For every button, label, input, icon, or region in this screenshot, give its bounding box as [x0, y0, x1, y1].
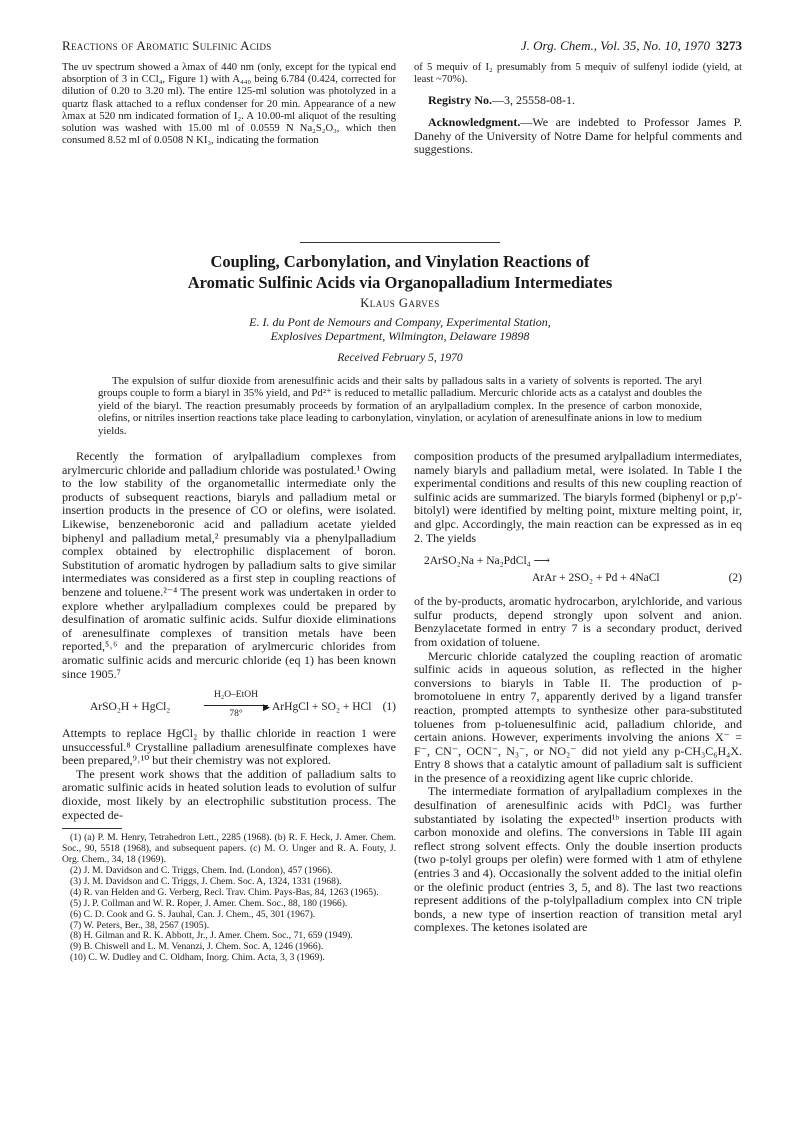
footnote: (2) J. M. Davidson and C. Triggs, Chem. Ind. (London), 457 (1966). — [70, 864, 333, 876]
equation-1 — [62, 689, 396, 719]
footnote: (5) J. P. Collman and W. R. Roper, J. Amer. Chem. Soc., 88, 180 (1966). — [70, 897, 348, 909]
footnote: (4) R. van Helden and G. Verberg, Recl. Trav. Chim. Pays-Bas, 84, 1263 (1965). — [70, 886, 379, 898]
eq1-reactants: ArSO₂H + HgCl₂ — [90, 701, 171, 714]
footnote: (8) H. Gilman and R. K. Abbott, Jr., J. Amer. Chem. Soc., 71, 659 (1949). — [70, 930, 353, 942]
acknowledgment-text: —We are indebted to Professor James P. Danehy of the University of Notre Dame for helpful comments and suggestions. — [414, 115, 742, 157]
registry-text: —3, 25558-08-1. — [491, 93, 575, 108]
title-line-1: Coupling, Carbonylation, and Vinylation Reactions of — [210, 252, 590, 271]
running-head — [62, 38, 742, 54]
footnote: (10) C. W. Dudley and C. Oldham, Inorg. Chim. Acta, 3, 3 (1969). — [70, 952, 325, 964]
affiliation — [60, 315, 740, 343]
acknowledgment-label: Acknowledgment. — [428, 115, 521, 129]
equation-2 — [414, 553, 742, 587]
footnote: (6) C. D. Cook and G. S. Jauhal, Can. J. Chem., 45, 301 (1967). — [70, 908, 316, 920]
body-left-column — [62, 450, 396, 964]
intro-paragraph-2: Attempts to replace HgCl₂ by thallic chloride in reaction 1 were unsuccessful.⁸ Crystalline palladium arenesulfinate complexes have been prepared,⁹˒¹⁰ but their chemistry was not explored. — [62, 726, 396, 768]
carryover-paragraph: The uv spectrum showed a λmax of 440 nm (only, except for the typical end absorption of 3 in CCl₄, Figure 1) with A₄₄₀ being 6.784 (0.424, corrected for dilution of 0.20 to 3.20 ml). The entire 125-ml solution was photolyzed in a quartz flask attached to a reflux condenser for 20 min. Appearance of a new λmax at 520 nm indicated formation of I₂. A 10.00-ml aliquot of the resulting solution was washed with 15.00 ml of 0.0559 N Na₂S₂O₃, which then consumed 8.52 ml of 0.0508 N KI₃, indicating the formation — [62, 62, 396, 147]
eq1-temperature: 78° — [229, 709, 243, 720]
results-paragraph-2: of the by-products, aromatic hydrocarbon, arylchloride, and various sulfur products, depend strongly upon solvent and anion. Benzylacetate formed in entry 7 is a secondary product, derived from oxidation of toluene. — [414, 594, 742, 649]
footnote: (3) J. M. Davidson and C. Triggs, J. Chem. Soc. A, 1324, 1331 (1968). — [70, 875, 342, 887]
registry-paragraph — [414, 94, 742, 108]
journal-citation: J. Org. Chem., Vol. 35, No. 10, 1970 — [520, 38, 710, 53]
article-title — [60, 251, 740, 293]
results-paragraph-1: composition products of the presumed arylpalladium intermediates, namely biaryls and palladium metal, were isolated. In Table I the experimental conditions and results of this new coupling reaction of sulfinic acids are summarized. The biaryls formed (biphenyl or p,p′-bitolyl) were identified by melting point, mixture melting point, ir, and glpc. Accordingly, the main reaction can be expressed as in eq 2. The yields — [414, 449, 742, 545]
carryover-left-column — [62, 62, 396, 147]
eq1-arrow — [204, 705, 268, 706]
eq2-reactants: 2ArSO₂Na + Na₂PdCl₄ ⟶ — [424, 555, 551, 568]
affiliation-line-2: Explosives Department, Wilmington, Delaware 19898 — [270, 329, 530, 343]
results-paragraph-3: Mercuric chloride catalyzed the coupling reaction of aromatic sulfinic acids in aqueous solution, as reflected in the higher conversions to biaryls in Table II. The production of p-bromotoluene in entry 7, apparently derived by a ligand transfer reaction, prompted attempts to synthesize other para-substituted toluenes from p-toluenesulfinic acid, palladium chloride, and certain anions. However, experiments involving the anions X⁻ = F⁻, CN⁻, OCN⁻, N₃⁻, or NO₂⁻ did not yield any p-CH₃C₆H₄X. Entry 8 shows that a catalytic amount of palladium salt is sufficient in the presence of a reoxidizing agent like cupric chloride. — [414, 648, 742, 785]
section-divider — [300, 242, 500, 243]
footnotes — [62, 833, 396, 964]
eq1-conditions: H₂O–EtOH — [214, 690, 258, 701]
eq2-products: ArAr + 2SO₂ + Pd + 4NaCl — [532, 572, 660, 585]
intro-paragraph-3: The present work shows that the addition of palladium salts to aromatic sulfinic acids in heated solution leads to evolution of sulfur dioxide, most likely by an electrophilic substitution process. The expected de- — [62, 766, 396, 822]
abstract: The expulsion of sulfur dioxide from arenesulfinic acids and their salts by palladous salts in a variety of solvents is reported. The aryl groups couple to form a biaryl in 35% yield, and Pd²⁺ is reduced to metallic palladium. Mercuric chloride acts as a catalyst and doubles the yield of the biaryl. The reaction presumably proceeds by formation of an arylpalladium complex. In the presence of carbon monoxide, olefins, or nitriles insertion reactions take place leading to carbonylation, vinylation, or acylation of arenesulfinate anions in low to medium yields. — [98, 375, 702, 437]
carryover-paragraph-right: of 5 mequiv of I₂ presumably from 5 mequiv of sulfenyl iodide (yield, at least ~70%). — [414, 62, 742, 86]
intro-paragraph-1: Recently the formation of arylpalladium complexes from arylmercuric chloride and palladium chloride was postulated.¹ Owing to the low stability of the organometallic intermediate only the products of subsequent reactions, biaryls and palladium metal or insertion products in the presence of CO or olefins, were isolated. Likewise, benzeneboronic acid and palladium acetate yielded biphenyl and palladium metal,² presumably via a phenylpalladium complex obtained by electrophilic displacement of boron. Substitution of aromatic hydrogen by palladium salts to give similar intermediates was considered as a first step in coupling reactions of benzene and toluene.²⁻⁴ The present work was undertaken in order to explore whether arylpalladium complexes could be prepared by desulfination of aromatic sulfinic acids. Sulfur dioxide eliminations of arenesulfinate complexes of transition metals have been reported,⁵˒⁶ and the preparation of arylmercuric chlorides from aromatic sulfinic acids and mercuric chloride (eq 1) has been known since 1905.⁷ — [62, 449, 396, 681]
eq1-products: ArHgCl + SO₂ + HCl — [272, 701, 372, 714]
page-number: 3273 — [716, 38, 742, 53]
body-right-column — [414, 450, 742, 935]
footnote: (1) (a) P. M. Henry, Tetrahedron Lett., 2285 (1968). (b) R. F. Heck, J. Amer. Chem. Soc., 90, 5518 (1968), and subsequent papers. (c) M. O. Unger and R. A. Fouty, J. Org. Chem., 34, 18 (1969). — [62, 832, 396, 866]
carryover-right-column — [414, 62, 742, 157]
registry-label: Registry No. — [428, 93, 492, 108]
acknowledgment-paragraph — [414, 116, 742, 157]
running-head-citation — [521, 38, 742, 54]
running-head-title: Reactions of Aromatic Sulfinic Acids — [62, 38, 272, 53]
eq1-number: (1) — [382, 701, 396, 714]
footnote: (7) W. Peters, Ber., 38, 2567 (1905). — [70, 919, 210, 931]
footnote-rule — [62, 828, 122, 829]
affiliation-line-1: E. I. du Pont de Nemours and Company, Experimental Station, — [249, 315, 551, 329]
title-line-2: Aromatic Sulfinic Acids via Organopalladium Intermediates — [187, 273, 613, 292]
eq1-arrowhead: ▶ — [263, 701, 270, 712]
footnote: (9) B. Chiswell and L. M. Venanzi, J. Chem. Soc. A, 1246 (1966). — [70, 941, 324, 953]
results-paragraph-4: The intermediate formation of arylpalladium complexes in the desulfination of arenesulfinic acids with PdCl₂ was further substantiated by isolating the expected¹ᵇ insertion products with carbon monoxide and olefins. The conversions in Table III again reflect strong solvent effects. Only the double insertion products (two p-tolyl groups per olefin) were formed with 1 atm of ethylene (entries 3 and 4). Occasionally the solvent added to the initial olefin or the olefinic product (entries 3, 5, and 8). The last two reactions represent additions of the p-tolylpalladium complex into CN triple bonds, a new type of insertion reaction of transition metal aryl complexes. The ketones isolated are — [414, 784, 742, 935]
author: Klaus Garves — [360, 296, 440, 310]
eq2-number: (2) — [728, 572, 742, 585]
received-date: Received February 5, 1970 — [337, 352, 463, 364]
